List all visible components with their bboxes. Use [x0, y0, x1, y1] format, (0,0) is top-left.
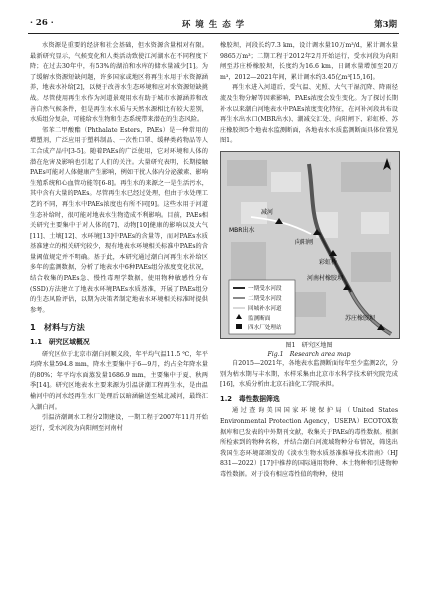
paragraph: 通过查询美国国家环境保护局（United States Environmental Protection Agency，USEPA）ECOTOX数据库和已发表的中外期刊文献，收集关于PAEs的毒性数据。根据所检索到的物种名称，并结合潮白河流域物种分布情况，筛选出我国生态环境部颁发的《淡水生物水质基准推导技术指南》（HJ 831—2022）[17]中推荐的国际通用物种、本土物种和引进物种毒性数据。对于没有相应毒性值的物种，使用	[220, 407, 398, 478]
issue-number: 第3期	[374, 20, 397, 30]
header-rule	[28, 33, 399, 34]
map-label-suzhuang: 苏庄橡胶坝	[345, 314, 376, 322]
figure-title: 图1 研究区地图	[285, 341, 333, 349]
running-header	[28, 18, 399, 32]
figure-title-en: Fig.1 Research area map	[267, 350, 351, 358]
section-heading: 1 材料与方法	[30, 322, 85, 333]
legend-point-label: 四水厂处理站	[248, 324, 282, 331]
subsection-heading: 1.1 研究区域概况	[30, 338, 90, 347]
map-label-jianhe: 减河	[261, 208, 274, 216]
legend-site-label: 监测断面	[248, 315, 271, 322]
legend-phase1-label: 一期受水河段	[248, 285, 282, 292]
subsection-heading: 1.2 毒性数据筛选	[220, 394, 280, 403]
legend-road-label: 回城补水河道	[248, 305, 282, 312]
paragraph: 橡胶坝，河段长约7.3 km，设计调水量10万m³/d，累计调水量9865万m³；二期工程于2012年2月开始运行，受水河段为向阳闸至苏庄桥橡胶坝，长度约为16.6 km，日调水量增加至20万m³，2012—2021年间，累计调水约3.45亿m³[15,16]。	[220, 42, 398, 81]
left-column	[30, 41, 208, 434]
paragraph: 再生水进入河道后，受气温、光照、大气干湿沉降、降雨径流及生物分解等因素影响，PAEs浓度会发生变化。为了探讨长期补水以来潮白河地表水中PAEs浓度变化特征，在河补河段共布设再生水出水口(MBR出水)、潮减交汇处、向阳闸下、彩虹桥、苏庄橡胶坝5个地表水监测断面，各地表水水质监测断面具体位置见图1。	[220, 84, 398, 145]
map-label-caihong: 彩虹桥	[319, 258, 338, 266]
paragraph: 邻苯二甲酸酯（Phthalate Esters，PAEs）是一种常用的增塑剂，广泛应用于塑料制品、一次性口罩、缓释类药物品等人工合成产品中[3-5]。随着PAEs的广泛使用，它对环境和人体的潜在危害及影响也引起了人们的关注。大量研究表明，长期接触PAEs可能对人体健康产生影响，例如干扰人体内分泌激素、影响生殖系统和心血管功能等[6-8]。再生水的来源之一是生活污水，其中含有大量的PAEs。尽管再生水已经过处理，但由于水处理工艺的不同，再生水中PAEs浓度也有所不同[9]。这些水用于河道生态补给时，很可能对地表水生物造成不利影响。目前，PAEs相关研究主要集中于对人体的[7]、动物[10]健康的影响以及大气[11]、土壤[12]、水环境[13]中PAEs的含量等，而对PAEs水质基准建立的相关研究较少，现有地表水环境相关标准中PAEs的含量阈值规定并不明确。基于此，本研究通过潮白河再生水补给区多年的监测数据，分析了地表水中6种PAEs组分浓度变化状况，结合收集的PAEs急、慢性毒理学数据，使用物种敏感性分布(SSD)方法建立了地表水环境PAEs水质基准，开展了PAEs组分的生态风险评估，以期为决策者制定地表水环境相关标准时提供参考。	[30, 126, 208, 314]
page-number: · 26 ·	[30, 18, 54, 28]
figure-caption	[220, 341, 398, 359]
map-label-mbr: MBR出水	[229, 226, 255, 234]
paragraph: 水资源是重要的经济和社会基础，但水资源含量相对有限。最新研究显示，气候变化和人类活动致使江河湖水在不同程度下降；在过去30年中，有53%的湖泊和水库的储水量减少[1]。为了缓解水资源短缺问题，许多国家或地区将再生水用于水资源涵养，地表水补给[2]，以便于改善水生态环境和应对水资源短缺挑战。尽管使用再生水作为河道景观用水有助于城市水源涵养和改善自然气候条件，但是再生水水质与天然水源相比有较大差别，水质组分复杂，可能给水生物和生态系统带来潜在的生态风险。	[30, 42, 208, 124]
right-column	[220, 41, 398, 480]
map-label-xiangyang: 向阳闸	[295, 238, 314, 246]
map-label-henan: 河南村橡胶坝	[307, 274, 344, 282]
journal-title: 环 境 生 态 学	[181, 20, 246, 30]
legend-phase2-label: 二期受水河段	[248, 295, 282, 302]
paragraph: 引温济潮调水工程分2期建设，一期工程于2007年11月开始运行，受水河段为向阳闸至河南村	[30, 414, 208, 432]
paragraph: 研究区位于北京市潮白河顺义段，年平均气温11.5 ℃，年平均降水量594.8 mm，降水主要集中于6—9月，约占全年降水量的80%；年平均水面蒸发量1686.9 mm，主要集中于夏、秋两季[14]。研究区地表水主要来源为引温济潮工程再生水，是由温榆河中的河水经再生水厂处理后以暗涵输送至城北减河，最终汇入潮白河。	[30, 350, 208, 411]
paragraph: 自2015—2021年，各地表水监测断面每年至少监测2次，分别为枯水期与丰水期，水样采集由北京市水科学技术研究院完成[16]，水质分析由北京石油化工学院承担。	[220, 359, 398, 389]
research-area-map	[220, 151, 400, 339]
